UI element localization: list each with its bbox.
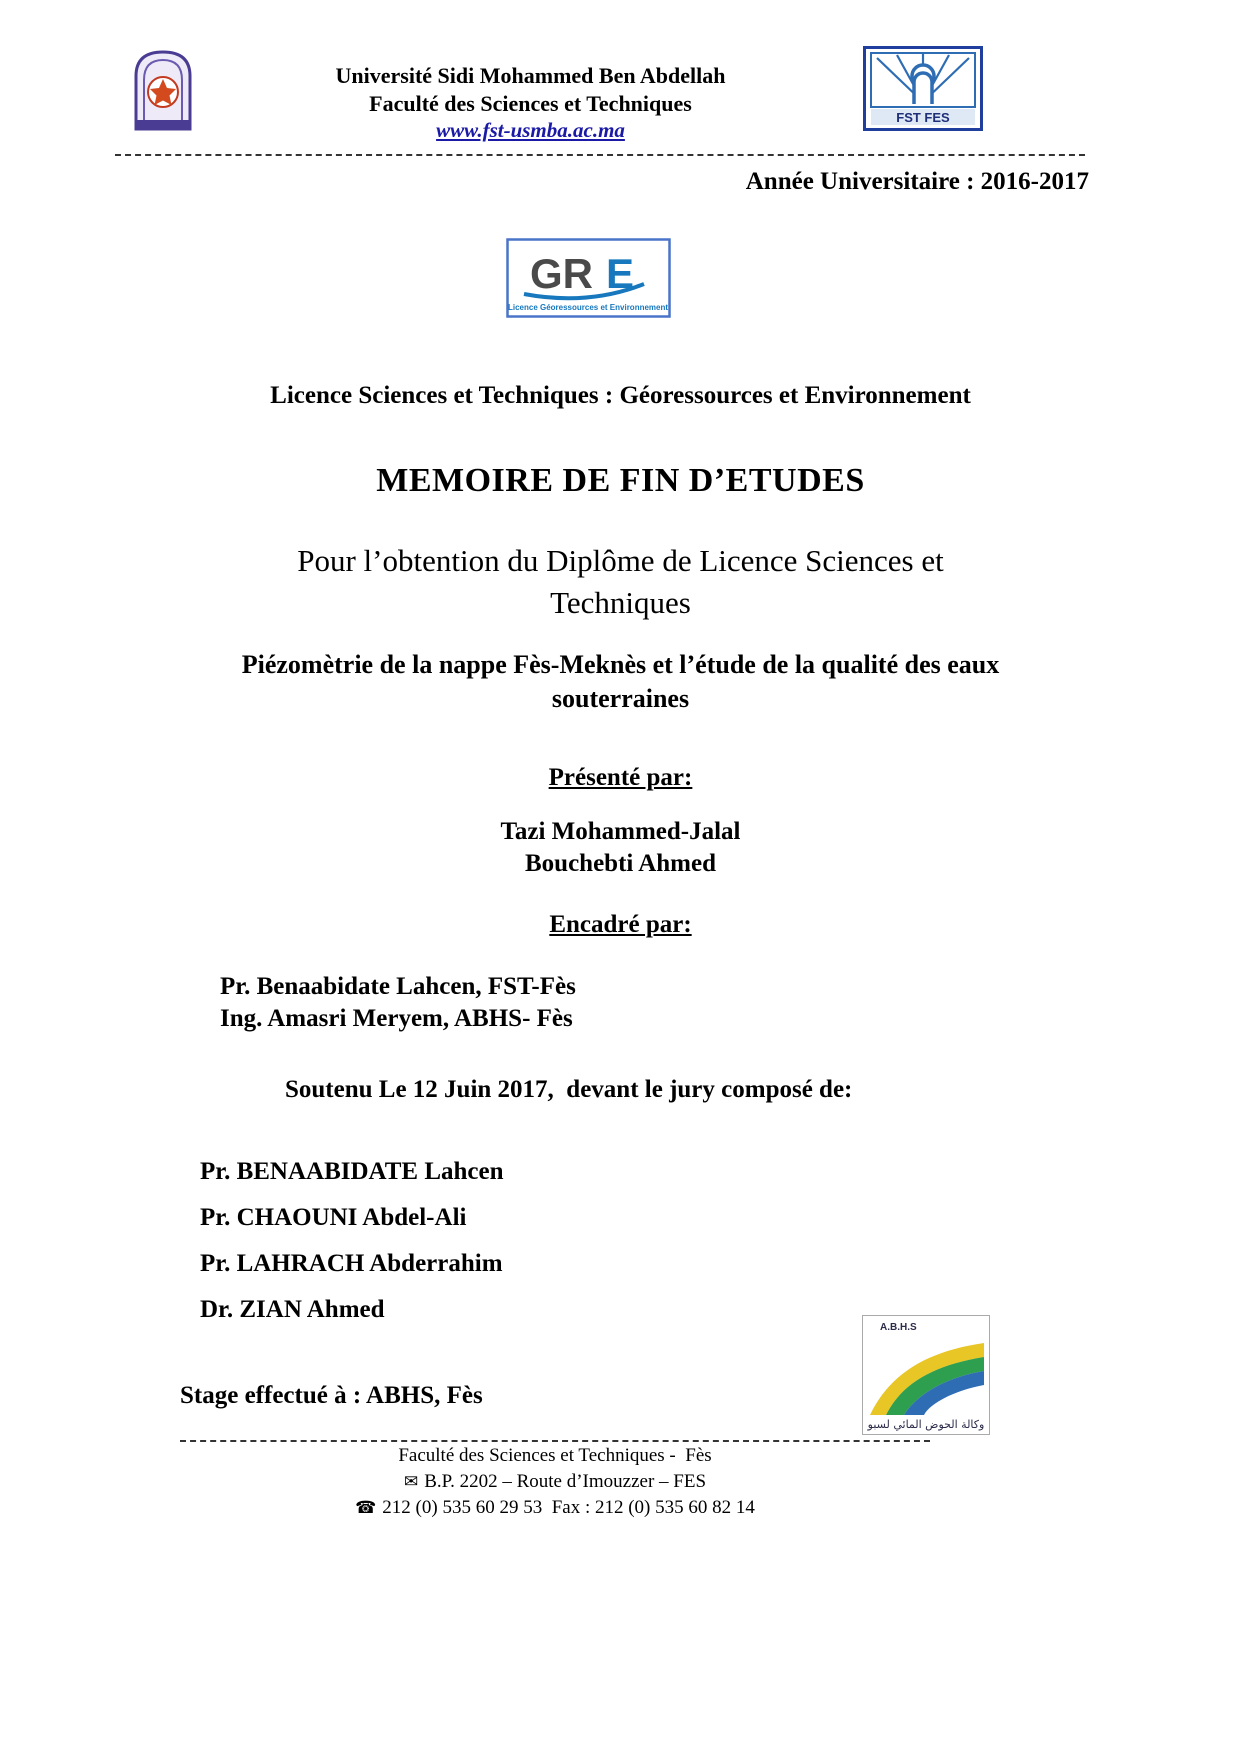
header [0,0,1241,144]
fst-fes-icon [863,46,983,131]
gre-logo [0,238,1241,318]
envelope-icon: ✉ [403,1471,419,1491]
jury-member: Pr. BENAABIDATE Lahcen [200,1157,504,1185]
gre-icon [506,238,671,318]
author-name: Tazi Mohammed-Jalal [500,817,741,845]
jury-member: Pr. CHAOUNI Abdel-Ali [200,1203,467,1231]
internship-location: Stage effectué à : ABHS, Fès [180,1381,483,1409]
authors-block [0,816,1241,881]
footer-address [0,1471,1110,1494]
supervisors-block [220,971,1241,1036]
jury-member: Pr. LAHRACH Abderrahim [200,1250,503,1278]
university-emblem-logo [128,46,198,131]
university-name: Université Sidi Mohammed Ben Abdellah [335,63,726,88]
gre-caption: Licence Géoressources et Environnement [507,303,669,313]
supervisor-name: Pr. Benaabidate Lahcen, FST-Fès [220,972,576,1000]
abhs-top-label: A.B.H.S [880,1322,917,1333]
supervised-by-label: Encadré par: [549,910,692,938]
abhs-icon [862,1315,990,1435]
author-name: Bouchebti Ahmed [524,850,716,878]
footer-separator [180,1440,930,1442]
footer-phone-text: 212 (0) 535 60 29 53 Fax : 212 (0) 535 60 82 14 [382,1496,755,1518]
gre-letters: GR [530,250,593,298]
fst-fes-label: FST FES [896,110,950,125]
thesis-title: Piézomètrie de la nappe Fès-Meknès et l’étude de la qualité des eaux souterraines [241,649,1000,713]
university-emblem-icon [128,46,198,131]
header-titles [198,46,863,144]
footer-faculty: Faculté des Sciences et Techniques - Fès [398,1445,712,1466]
jury-list [200,1156,1241,1326]
supervisor-name: Ing. Amasri Meryem, ABHS- Fès [220,1005,573,1033]
presented-by-label: Présenté par: [548,763,693,791]
header-separator [115,154,1085,156]
footer-phone [0,1497,1110,1520]
academic-year: Année Universitaire : 2016-2017 [745,168,1089,196]
program-title: Licence Sciences et Techniques : Géoressources et Environnement [270,382,971,410]
document-type-title: MEMOIRE DE FIN D’ETUDES [376,462,865,500]
footer-address-text: B.P. 2202 – Route d’Imouzzer – FES [424,1470,707,1492]
footer [0,1440,1110,1519]
gre-letter-e: E [606,250,635,298]
jury-member: Dr. ZIAN Ahmed [200,1296,385,1324]
defense-statement: Soutenu Le 12 Juin 2017, devant le jury composé de: [285,1075,853,1103]
abhs-arabic-label: وكالة الحوض المائي لسبو [867,1418,985,1431]
website-link[interactable]: www.fst-usmba.ac.ma [436,118,625,142]
purpose-text: Pour l’obtention du Diplôme de Licence Sciences et Techniques [297,543,944,621]
faculty-name: Faculté des Sciences et Techniques [369,90,692,116]
phone-icon: ☎ [355,1497,377,1517]
fst-fes-logo [863,46,983,131]
abhs-logo [862,1315,990,1435]
